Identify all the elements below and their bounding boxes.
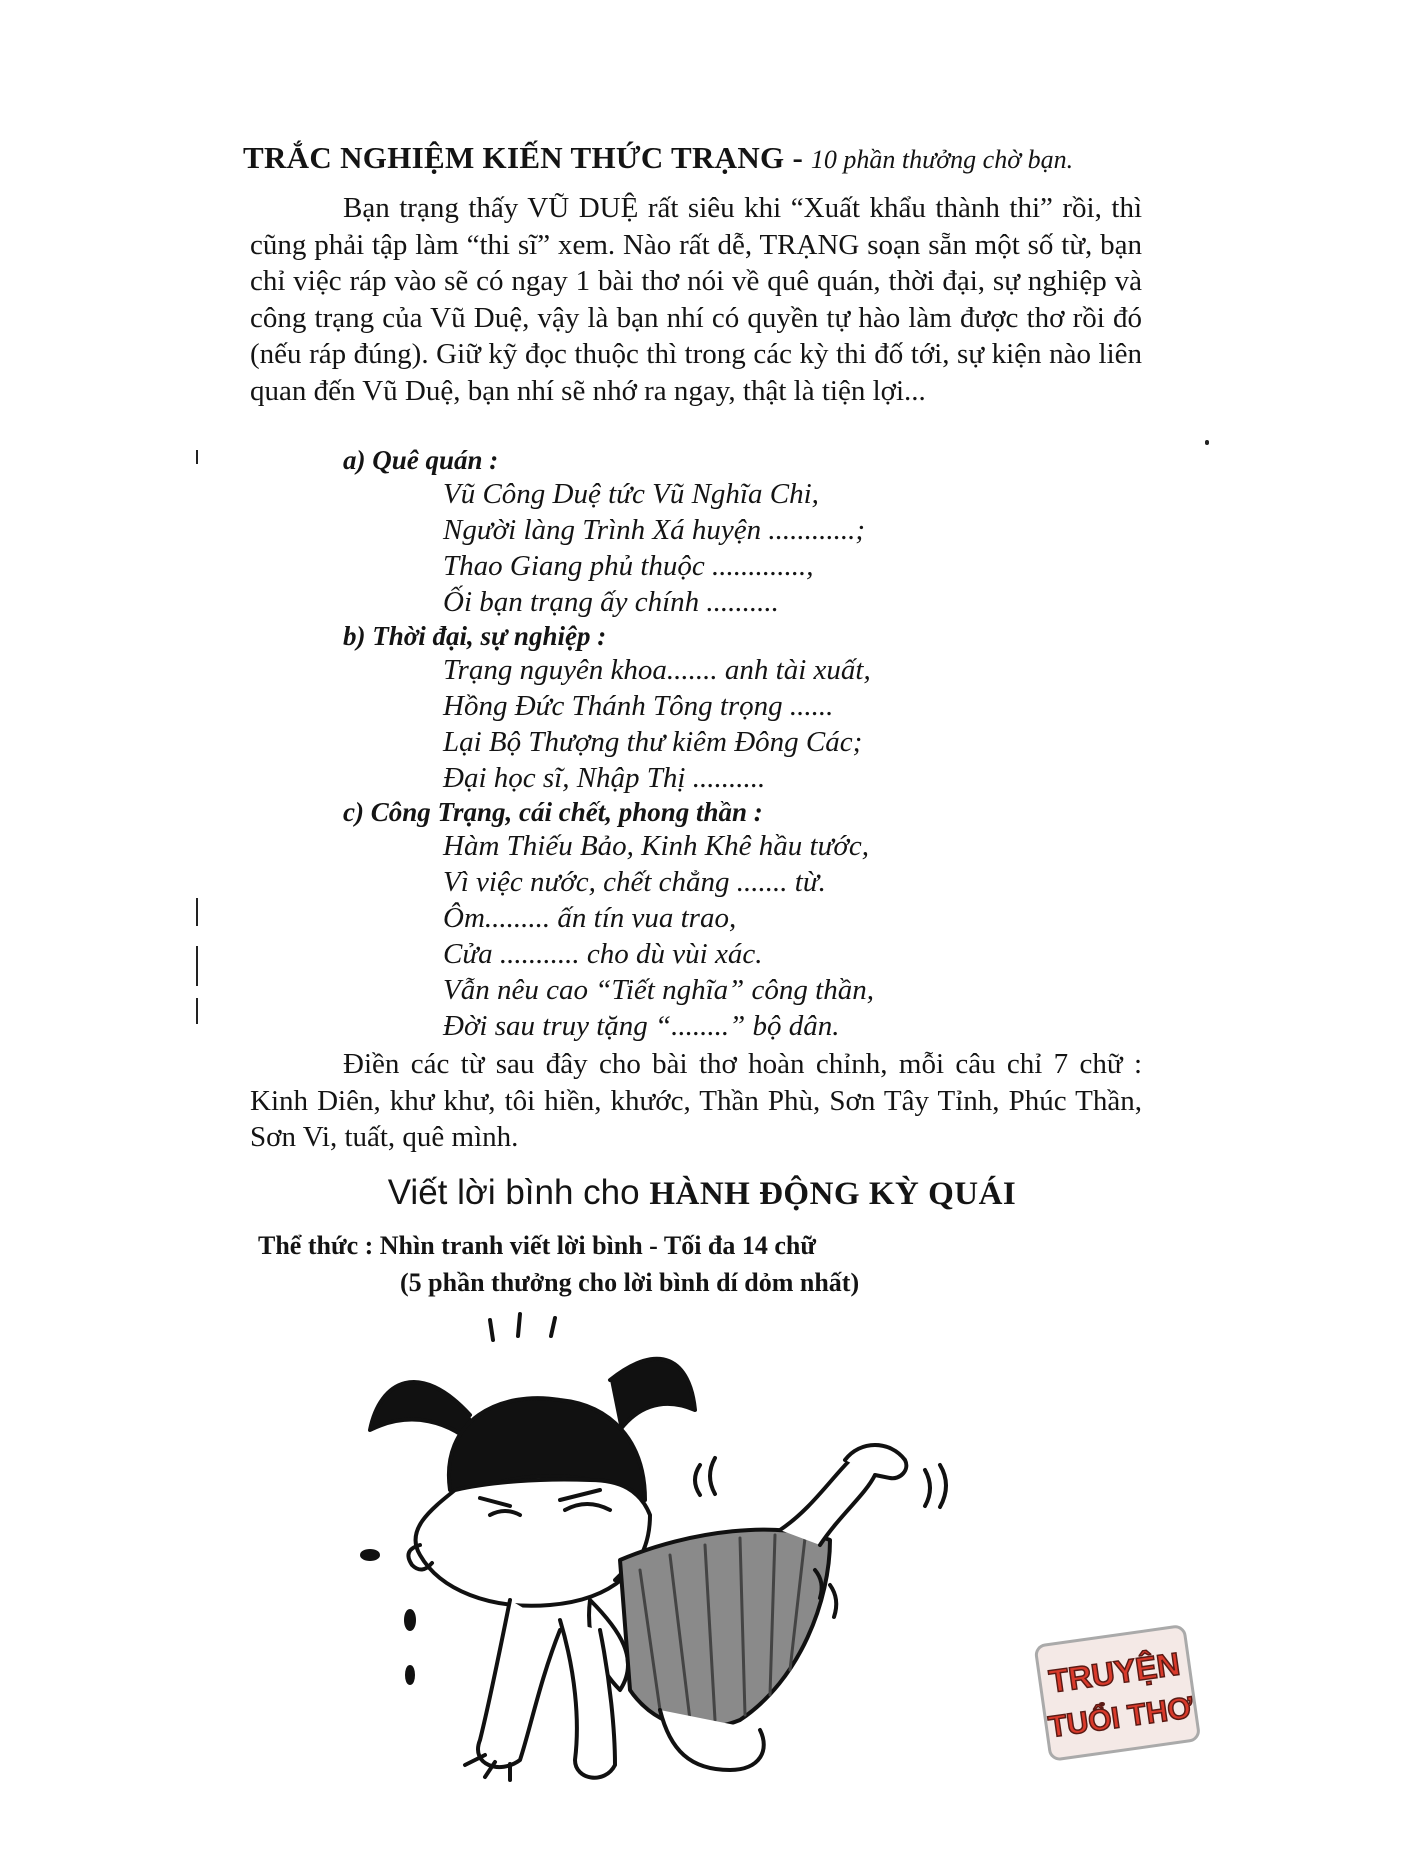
contest-title-prefix: Viết lời bình cho: [387, 1173, 640, 1212]
scan-mark: [196, 898, 198, 926]
scan-mark: [196, 946, 198, 986]
quiz-title: [243, 140, 1073, 176]
cartoon-girl-illustration: [360, 1300, 1020, 1820]
quiz-intro: [250, 190, 1142, 409]
poem-section-a: [443, 476, 865, 620]
scan-mark: [1205, 440, 1209, 445]
section-heading-c: c) Công Trạng, cái chết, phong thần :: [343, 797, 763, 827]
poem-line: Vũ Công Duệ tức Vũ Nghĩa Chi,: [443, 478, 819, 510]
poem-line: Ối bạn trạng ấy chính ..........: [443, 586, 779, 618]
poem-line: Ôm......... ấn tín vua trao,: [443, 902, 737, 934]
contest-title: [0, 1173, 1404, 1213]
fill-instruction-paragraph: Điền các từ sau đây cho bài thơ hoàn chỉnh, mỗi câu chỉ 7 chữ : Kinh Diên, khư khư, tôi hiền, khước, Thần Phù, Sơn Tây Tỉnh, Phúc Thần, Sơn Vi, tuất, quê mình.: [250, 1048, 1142, 1153]
quiz-intro-paragraph: Bạn trạng thấy VŨ DUỆ rất siêu khi “Xuất khẩu thành thi” rồi, thì cũng phải tập làm “thi sĩ” xem. Nào rất dễ, TRẠNG soạn sẵn một số từ, bạn chỉ việc ráp vào sẽ có ngay 1 bài thơ nói về quê quán, thời đại, sự nghiệp và công trạng của Vũ Duệ, vậy là bạn nhí có quyền tự hào làm được thơ rồi đó (nếu ráp đúng). Giữ kỹ đọc thuộc thì trong các kỳ thi đố tới, sự kiện nào liên quan đến Vũ Duệ, bạn nhí sẽ nhớ ra ngay, thật là tiện lợi...: [250, 192, 1142, 407]
section-heading-b: b) Thời đại, sự nghiệp :: [343, 621, 607, 651]
section-heading-a: a) Quê quán :: [343, 445, 499, 475]
poem-section-b: [443, 652, 871, 796]
poem-section-c: [443, 828, 874, 1044]
poem-line: Vẫn nêu cao “Tiết nghĩa” công thần,: [443, 974, 874, 1006]
poem-line: Người làng Trình Xá huyện ............;: [443, 514, 865, 546]
fill-instruction: [250, 1046, 1142, 1156]
contest-title-strong: HÀNH ĐỘNG KỲ QUÁI: [649, 1176, 1017, 1212]
quiz-subtitle: 10 phần thưởng chờ bạn.: [810, 145, 1074, 174]
poem-line: Hồng Đức Thánh Tông trọng ......: [443, 690, 834, 722]
poem-line: Trạng nguyên khoa....... anh tài xuất,: [443, 654, 871, 686]
logo-line-2: TUỔI THƠ: [1046, 1691, 1196, 1745]
truyen-tuoi-tho-logo: [1030, 1615, 1210, 1765]
poem-line: Vì việc nước, chết chẳng ....... từ.: [443, 866, 826, 898]
poem-line: Hàm Thiếu Bảo, Kinh Khê hầu tước,: [443, 830, 869, 862]
poem-line: Lại Bộ Thượng thư kiêm Đông Các;: [443, 726, 863, 758]
quiz-title-text: TRẮC NGHIỆM KIẾN THỨC TRẠNG -: [243, 140, 804, 175]
scan-mark: [196, 450, 198, 464]
contest-rules: Thể thức : Nhìn tranh viết lời bình - Tối đa 14 chữ: [258, 1231, 816, 1260]
poem-line: Cửa ........... cho dù vùi xác.: [443, 938, 763, 970]
poem-line: Đời sau truy tặng “........” bộ dân.: [443, 1010, 840, 1042]
contest-prize: (5 phần thưởng cho lời bình dí dỏm nhất): [400, 1268, 860, 1297]
poem-line: Đại học sĩ, Nhập Thị ..........: [443, 762, 766, 794]
scan-mark: [196, 998, 198, 1024]
poem-line: Thao Giang phủ thuộc .............,: [443, 550, 814, 582]
logo-line-1: TRUYỆN: [1046, 1645, 1183, 1700]
